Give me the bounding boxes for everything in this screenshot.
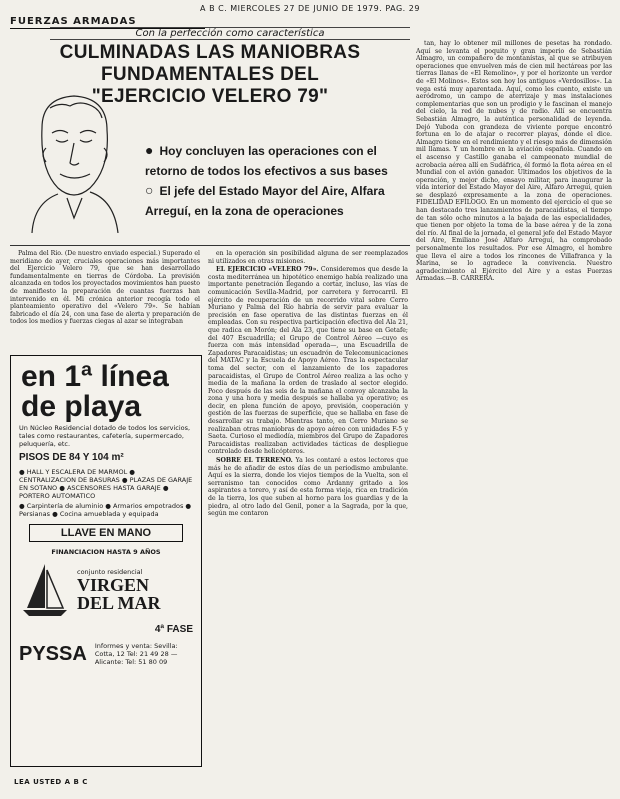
bullet-2 [145,180,410,221]
ad-extras: ● Carpintería de aluminio ● Armarios empotrados ● Persianas ● Cocina amueblada y equipada [19,502,192,518]
column-middle-body-2: Ya les contaré a estos lectores que más he de añadir de estos días de un periodismo ambulante. Aquí es la sierra, donde los viejos tiempos de la Vuelta, son el serranismo tan conocidos como Ardanny gritado a los aspirantes a torero, y así de esta forma vieja, rica en tradición de la tierra, los que suben al horno para los guardias y de la piedra, al otro lado del Genil, poner a la Sagrada, por la que, según me contaron [208,457,408,518]
ad-features: ● HALL Y ESCALERA DE MARMOL ● CENTRALIZACION DE BASURAS ● PLAZAS DE GARAJE EN SOTANO ● ASCENSORES HASTA GARAJE ● PORTERO AUTOMATICO [19,468,193,500]
ad-info: Informes y venta: Sevilla: Cotta, 12 Tel: 21 49 28 — Alicante: Tel: 51 80 09 [94,642,178,666]
column-right [416,40,612,780]
ad-brand-1: VIRGEN [77,575,150,595]
bullet-2-text: El jefe del Estado Mayor del Aire, Alfara Arreguí, en la zona de operaciones [145,184,385,218]
ad-brand-2: DEL MAR [77,593,161,613]
portrait-drawing [12,88,132,233]
ad-headline-2: de playa [21,390,142,423]
ad-fase: 4ª FASE [154,624,193,635]
column-middle-heading: EL EJERCICIO «VELERO 79». [216,266,319,274]
headline-rule [10,245,410,246]
column-middle [208,250,408,780]
column-middle-heading-2: SOBRE EL TERRENO. [216,457,293,465]
column-middle-body: Consideremos que desde la costa mediterránea un hipotético enemigo había realizado una importante penetración llegando a cortar, incluso, las vías de comunicación Sevilla-Madrid, por carretera y ferrocarril. El ejército de recuperación de un recorrido vital sobre Cerro Muriano y Palma del Río habría de servir para evaluar la precisión en fase operativa de las distintas fuerzas en él empleadas. Con su respectiva participación efectiva del Ala 21, que radica en Morón; del Ala 23, que tiene su base en Getafe; del 407 Escuadrilla; el Grupo de Control Aéreo —cuyo es fuerza con más intensidad operada—, una Escuadrilla de Zapadores Paracaidistas; un escuadrón de Telecomunicaciones del MATAC y la Escuela de Apoyo Aéreo. Tras la espectacular toma del sector, con el lanzamiento de los zapadores paracaidistas, el Grupo de Control Aéreo realiza a las ocho y media de la mañana la orden de traslado al sector elegido. Poco después de las seis de la mañana el convoy alcanzaba la zona y una hora y media después se hallaba ya operativo; es decir, en plena función de apoyo, previsión, cooperación y gestión de las fuerzas de superficie, que se hallaba en fase de desarrollar su trabajo. Mientras tanto, en Cerro Muriano se realizaban otras maniobras de apoyo aéreo con unidades F-5 y Saeta. Curioso el mediodía, miembros del Grupo de Zapadores Paracaidistas realizaban actividades tácticas de despliegue controlado desde helicópteros. [208,266,408,456]
section-label: FUERZAS ARMADAS [10,16,205,29]
page-header: A B C. MIERCOLES 27 DE JUNIO DE 1979. PAG. 29 [200,4,420,13]
bullet-1-dot: ● [145,142,154,158]
column-left [10,250,200,350]
column-right-text: tan, hay lo obtener mil millones de pesetas ha rondado. Aquí se levanta el poquito y gran imperio de Sebastián Almagro, un compañero de montanístas, al que se atribuyen operaciones que envuelven más de cien mil hectáreas por las tierras llanas de «El Remolino», y por el horizonte un verdor de «El Molinos». Estos son hoy los antiguos «Verdosillos». La vega está muy aparentada. Aquí, como les cuento, existe un aeródromo, un campo de aterrizaje y mas instalaciones complementarias que son un prodigio y le fascinan el manejo del cielo, la red de nubes y de radio. Allí se encuentra Sebastián Almagro, la auténtica personalidad de leyenda. Dejó Yuboda con grandeza de viviente porque encontró fortuna en lo de atajar o recorrer playas, donde el dice. Almagro tiene en el rendimiento y el riesgo más de dimensión mil llamas. Y un hombre en la aviación española. Cuando en el ascenso y Castillo ganaba el campeonato mundial de acrobacia aérea allí en Sudáfrica, él formó la flota aérea en el Mundial con el avión ganador. Ultimados los objetivos de la operación, y mejor dicho, ensayo militar, para inaugurar la vida interior del Estado Mayor del Aire, Alfaro Arreguí, quien se desplazó expresamente a la zona de operaciones. FIDELIDAD EFÍLOGO. En un momento del ejercicio el que se han destacado tres lanzamientos de paracaidistas, el tiempo de tan sólo ocho minutos a la bajada de las especialidades, que tienen por objeto la toma de la base aérea y de la zona del río. Al final de la jornada, el general jefe del Estado Mayor del Aire, Emiliano José Alfaro Arreguí, ha comprobado personalmente los resultados. Por ese Almagro, el hombre que lleva el aire a todos los rincones de Villafranca y la Marina, se lo agradece la convivencia. Nuestro agradecimiento al Ejército del Aire y a estas Fuerzas Armadas.—B. CARRERA. [416,40,612,283]
footer-note: LEA USTED A B C [14,778,88,786]
sailboat-icon [19,560,71,620]
kicker: Con la perfección como característica [50,27,410,40]
ad-financing: FINANCIACION HASTA 9 AÑOS [51,548,161,556]
bullet-2-dot: ○ [145,182,154,198]
real-estate-ad [10,355,202,767]
bullet-1 [145,140,410,181]
ad-pisos: PISOS DE 84 Y 104 m² [19,452,124,463]
ad-headline-1: en 1ª línea [21,360,169,393]
column-left-text: Palma del Río. (De nuestro enviado especial.) Superado el meridiano de ayer, cruciales operaciones más importantes del Ejercicio Velero 79, que se han desarrollado fundamentalmente en tierras de Córdoba. La previsión alcanzada en todos los proyectados movimientos han puesto de manifiesto la preparación de cuantas fuerzas han intervenido en él. Mi crónica anterior recogía todo el planteamiento operativo del «Velero 79». Se habían fabricado el día 24, con una fase de alerta y preparación de todos los medios y fuerzas ciegas al azar se integraban [10,250,200,326]
ad-description: Un Núcleo Residencial dotado de todos los servicios, tales como restaurantes, cafetería, supermercado, peluquería, etc. [19,424,191,448]
headline-line-1: CULMINADAS LAS MANIOBRAS FUNDAMENTALES DEL [59,42,361,85]
ad-brand-small: conjunto residencial [77,568,143,576]
bullet-1-text: Hoy concluyen las operaciones con el retorno de todos los efectivos a sus bases [145,144,388,178]
ad-key-box: LLAVE EN MANO [29,524,183,542]
headline-line-2: "EJERCICIO VELERO 79" [91,86,329,107]
column-middle-intro: en la operación sin posibilidad alguna de ser reemplazados ni utilizados en otras misiones. [208,250,408,265]
ad-company: PYSSA [19,642,87,665]
